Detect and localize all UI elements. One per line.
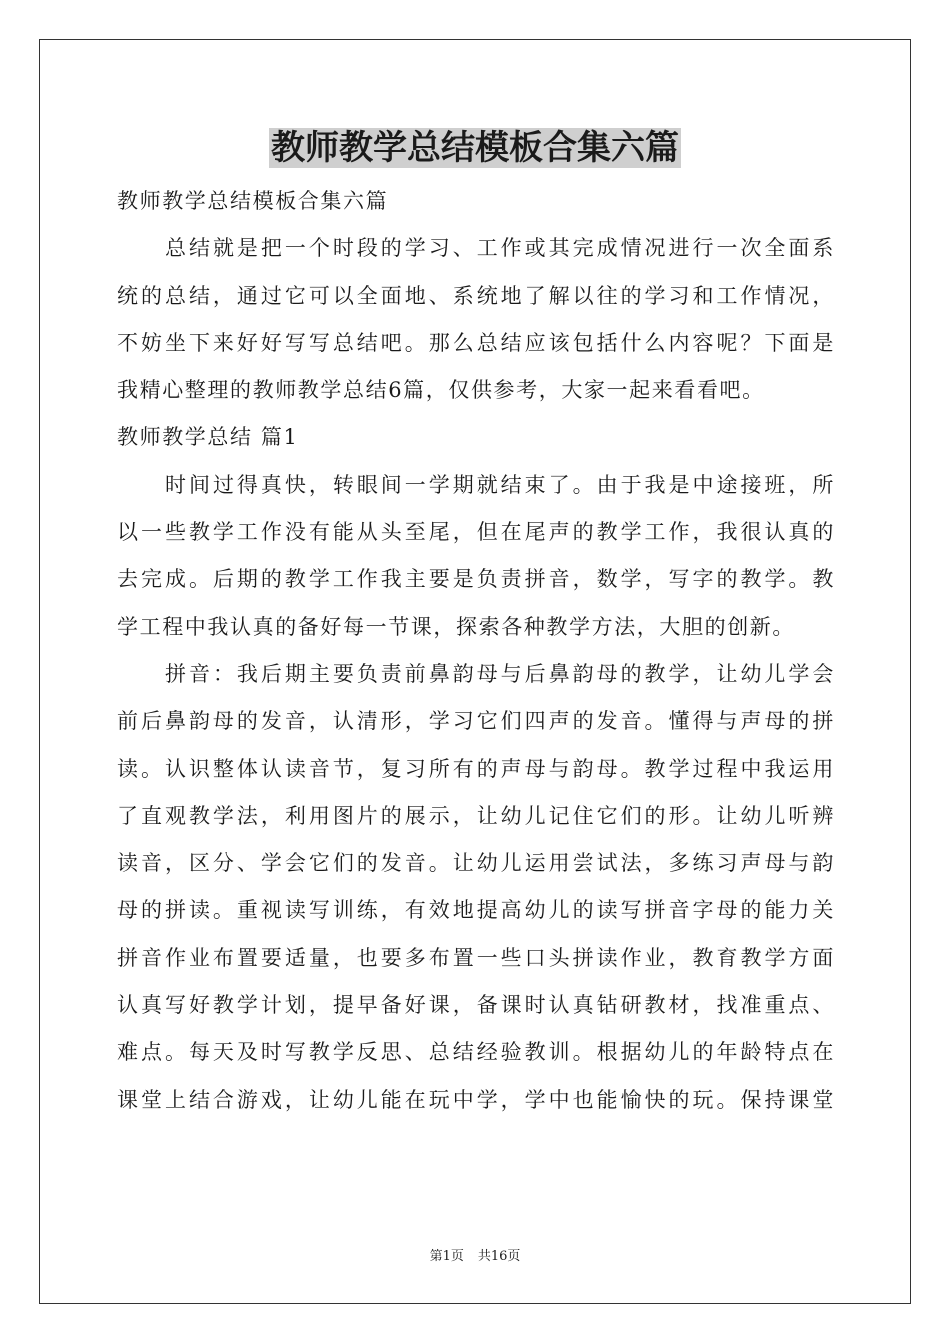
body-line: 去完成。后期的教学工作我主要是负责拼音，数学，写字的教学。教 [117,567,835,592]
body-line: 母的拼读。重视读写训练，有效地提高幼儿的读写拼音字母的能力关 [117,898,835,923]
body-line: 学工程中我认真的备好每一节课，探索各种教学方法，大胆的创新。 [117,614,795,639]
page-number: 第1页 [429,1249,464,1264]
body-line: 课堂上结合游戏，让幼儿能在玩中学，学中也能愉快的玩。保持课堂 [117,1087,835,1112]
body-line: 拼音：我后期主要负责前鼻韵母与后鼻韵母的教学，让幼儿学会 [165,661,835,686]
body-line: 难点。每天及时写教学反思、总结经验教训。根据幼儿的年龄特点在 [117,1040,835,1065]
document-title [0,124,950,172]
body-line: 读。认识整体认读音节，复习所有的声母与韵母。教学过程中我运用 [117,756,835,781]
body-line: 了直观教学法，利用图片的展示，让幼儿记住它们的形。让幼儿听辨 [117,803,835,828]
body-line: 拼音作业布置要适量，也要多布置一些口头拼读作业，教育教学方面 [117,945,835,970]
body-line: 不妨坐下来好好写写总结吧。那么总结应该包括什么内容呢？下面是 [117,330,835,355]
body-line: 总结就是把一个时段的学习、工作或其完成情况进行一次全面系 [165,236,835,261]
body-line: 以一些教学工作没有能从头至尾，但在尾声的教学工作，我很认真的 [117,520,835,545]
body-line: 统的总结，通过它可以全面地、系统地了解以往的学习和工作情况， [117,283,835,308]
body-line: 读音，区分、学会它们的发音。让幼儿运用尝试法，多练习声母与韵 [117,851,835,876]
body-line: 教师教学总结模板合集六篇 [117,189,389,213]
body-line: 前后鼻韵母的发音，认清形，学习它们四声的发音。懂得与声母的拼 [117,709,835,734]
body-line: 教师教学总结 篇1 [117,425,299,450]
document-body [117,178,835,1124]
page-total: 共16页 [477,1249,521,1264]
document-title-text: 教师教学总结模板合集六篇 [271,128,679,168]
body-line: 认真写好教学计划，提早备好课，备课时认真钻研教材，找准重点、 [117,993,835,1018]
page-footer [0,1248,950,1266]
body-line: 我精心整理的教师教学总结6篇，仅供参考，大家一起来看看吧。 [117,378,765,403]
body-line: 时间过得真快，转眼间一学期就结束了。由于我是中途接班，所 [165,472,835,497]
